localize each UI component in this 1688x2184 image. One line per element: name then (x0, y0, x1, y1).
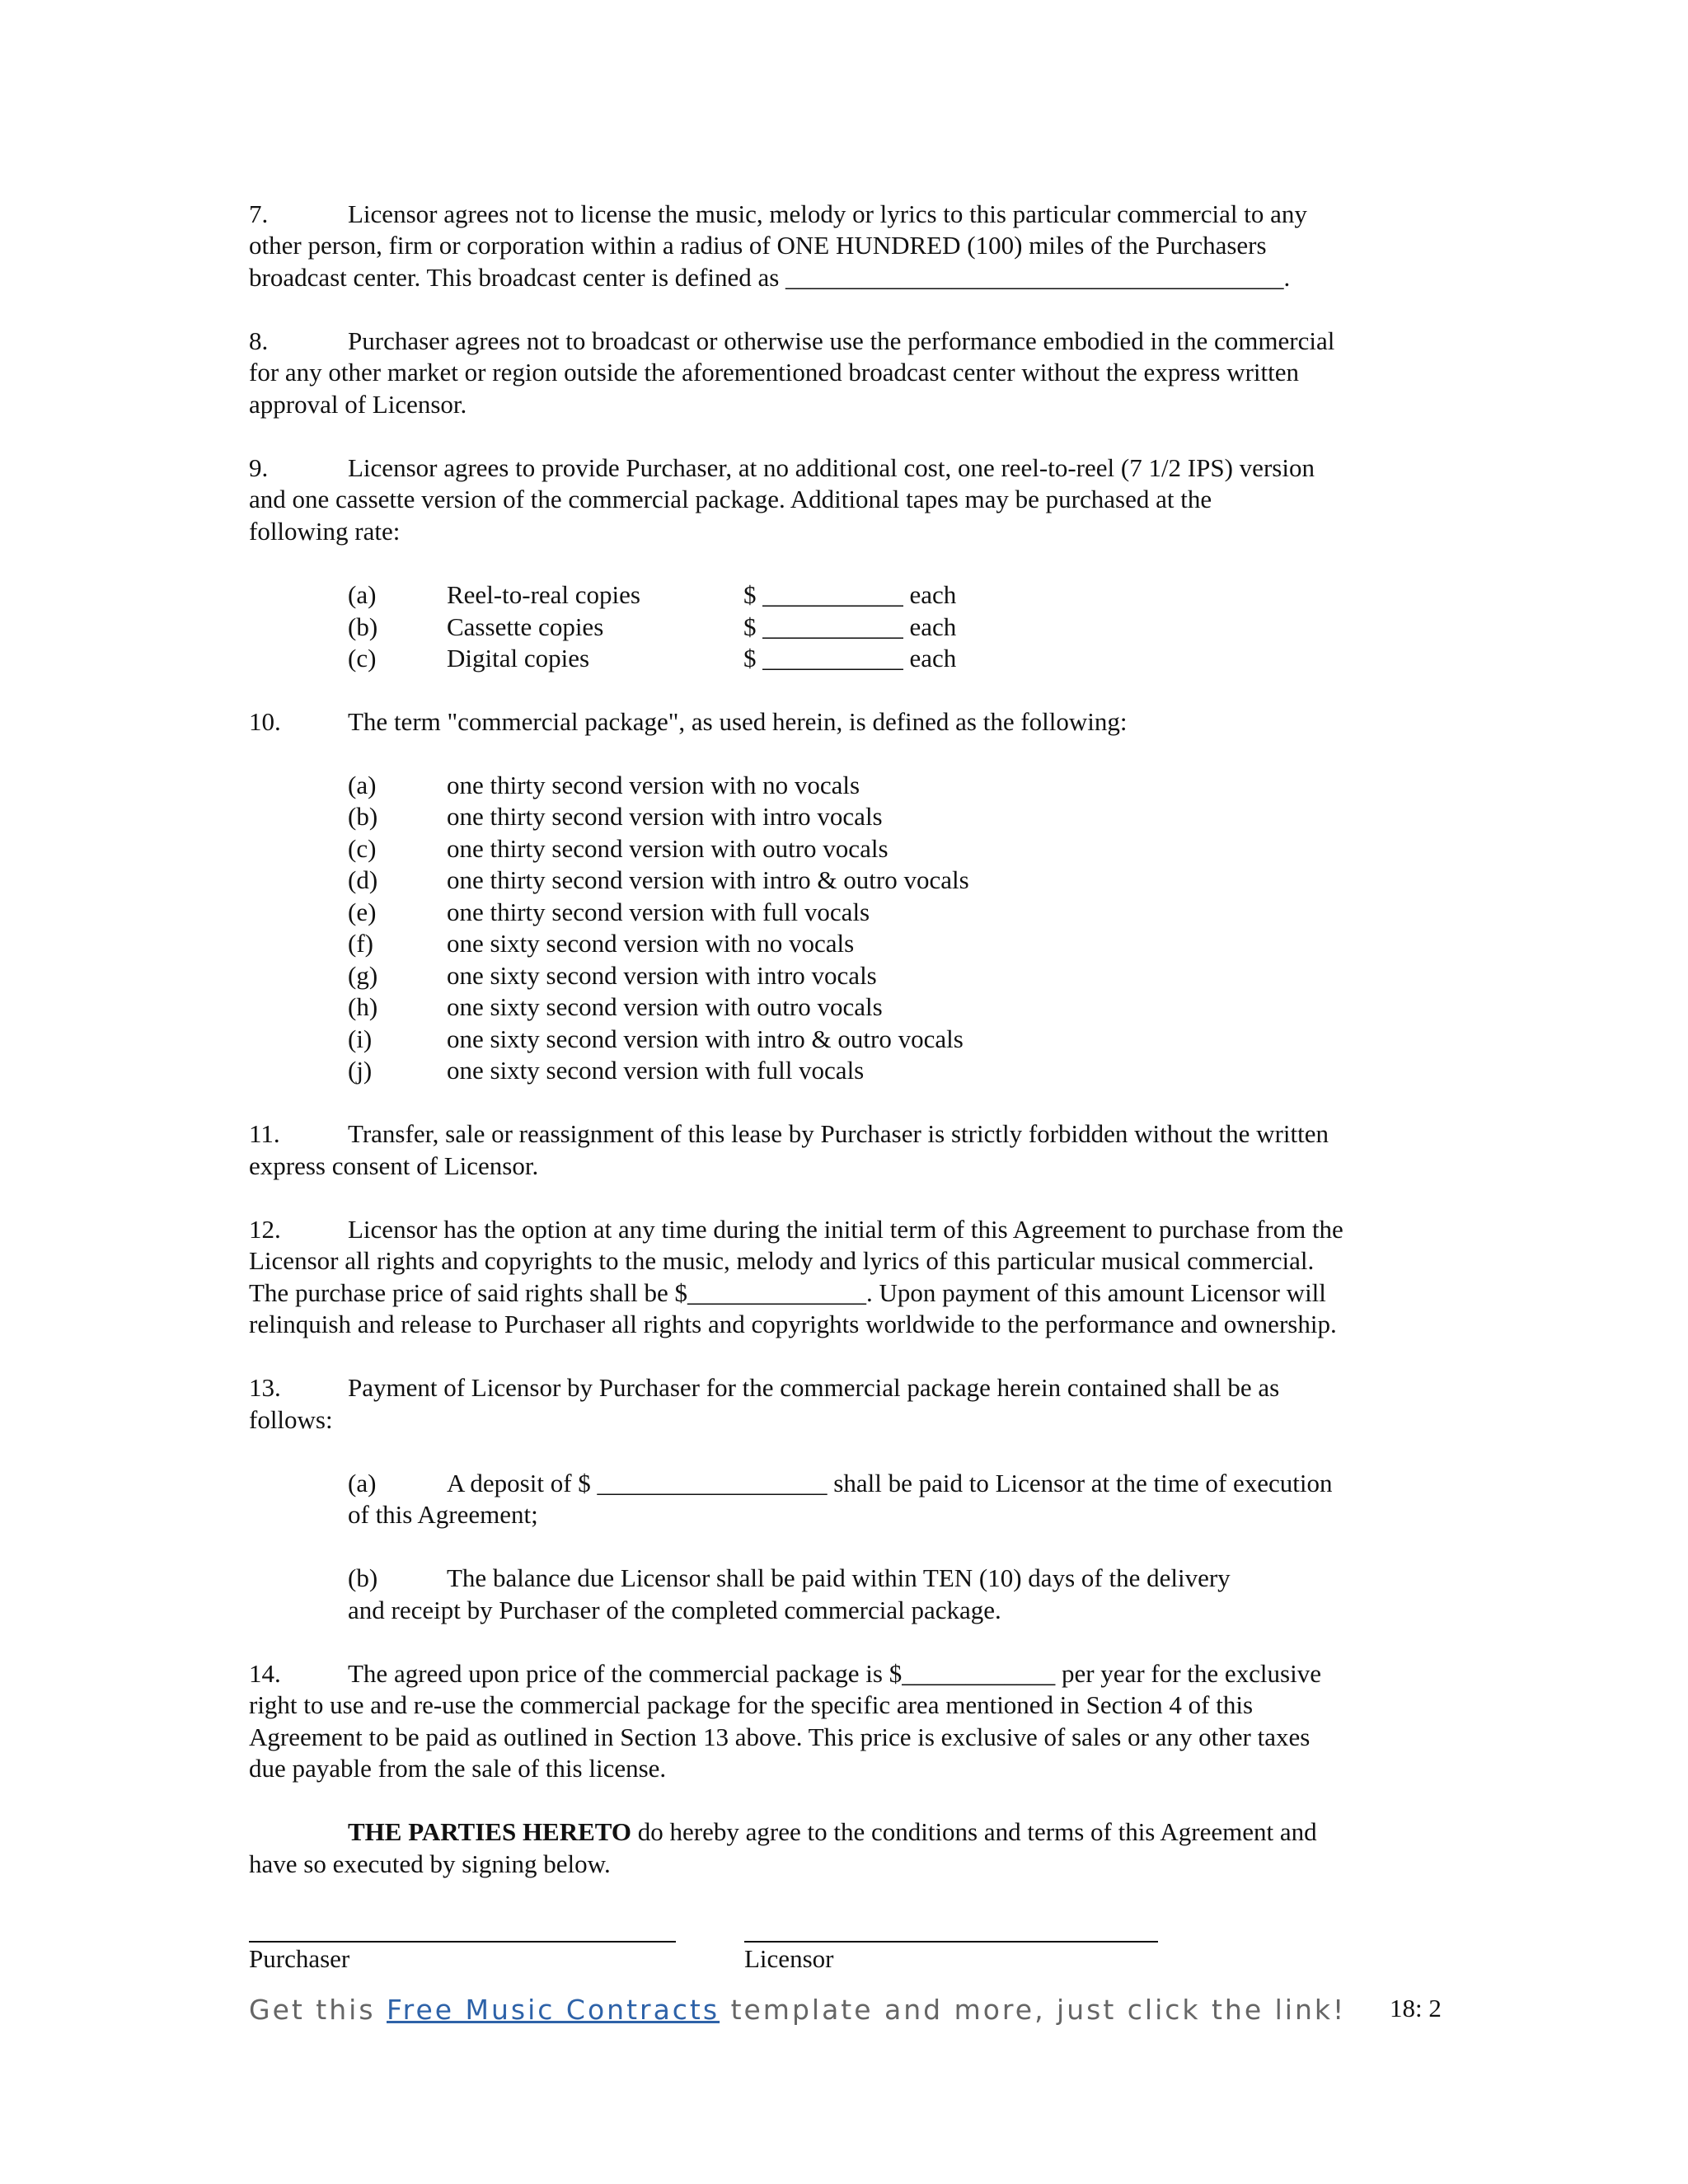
list-item-label: (d) (348, 865, 378, 894)
payment-item-text: The balance due Licensor shall be paid within TEN (10) days of the delivery (447, 1563, 1231, 1592)
list-item-text: one sixty second version with intro vocals (447, 961, 877, 990)
free-music-contracts-link[interactable]: Free Music Contracts (387, 1994, 720, 2026)
clause-7-number: 7. (249, 199, 269, 228)
clause-7-line-3: broadcast center. This broadcast center is defined as _______________________________________. (249, 263, 1291, 292)
clause-8-line-3: approval of Licensor. (249, 390, 467, 419)
clause-12-line-3: The purchase price of said rights shall be $______________. Upon payment of this amount Licensor will (249, 1278, 1326, 1307)
clause-14-line-3: Agreement to be paid as outlined in Section 13 above. This price is exclusive of sales or any other taxes (249, 1722, 1311, 1751)
closing-line-2: have so executed by signing below. (249, 1849, 611, 1878)
clause-8-line-2: for any other market or region outside the aforementioned broadcast center without the express written (249, 358, 1299, 387)
rate-item-label: (b) (348, 612, 378, 641)
payment-item-label: (b) (348, 1563, 378, 1592)
closing-bold-lead: THE PARTIES HERETO (348, 1817, 632, 1846)
clause-14-number: 14. (249, 1659, 281, 1688)
list-item-label: (e) (348, 898, 377, 926)
list-item-text: one thirty second version with intro & outro vocals (447, 865, 969, 894)
rate-item-name: Digital copies (447, 644, 590, 673)
list-item-label: (g) (348, 961, 378, 990)
rate-item-name: Reel-to-real copies (447, 580, 640, 609)
list-item-text: one sixty second version with outro vocals (447, 992, 883, 1021)
clause-9-number: 9. (249, 453, 269, 482)
list-item-text: one thirty second version with full vocals (447, 898, 870, 926)
clause-11-line-1: Transfer, sale or reassignment of this lease by Purchaser is strictly forbidden without the written (348, 1119, 1329, 1148)
list-item-text: one thirty second version with outro vocals (447, 834, 889, 863)
rate-item-price: $ ___________ each (743, 612, 957, 641)
closing-rest: do hereby agree to the conditions and terms of this Agreement and (631, 1817, 1317, 1846)
clause-13-line-1: Payment of Licensor by Purchaser for the commercial package herein contained shall be as (348, 1373, 1280, 1402)
clause-14-line-1: The agreed upon price of the commercial package is $____________ per year for the exclusive (348, 1659, 1321, 1688)
list-item-label: (c) (348, 834, 377, 863)
clause-12-line-1: Licensor has the option at any time during the initial term of this Agreement to purchase from the (348, 1215, 1343, 1244)
clause-11-line-2: express consent of Licensor. (249, 1151, 539, 1180)
clause-8-line-1: Purchaser agrees not to broadcast or otherwise use the performance embodied in the commercial (348, 326, 1335, 355)
closing-line-1 (348, 1816, 1317, 1848)
clause-10-number: 10. (249, 707, 281, 736)
list-item-label: (f) (348, 929, 373, 958)
clause-13-line-2: follows: (249, 1405, 333, 1434)
list-item-label: (b) (348, 802, 378, 831)
payment-item-continuation: and receipt by Purchaser of the completed commercial package. (348, 1596, 1001, 1624)
clause-13-number: 13. (249, 1373, 281, 1402)
list-item-label: (h) (348, 992, 378, 1021)
clause-7-line-2: other person, firm or corporation within a radius of ONE HUNDRED (100) miles of the Purchasers (249, 231, 1267, 260)
list-item-text: one thirty second version with no vocals (447, 771, 860, 799)
rate-item-label: (c) (348, 644, 377, 673)
list-item-text: one sixty second version with intro & outro vocals (447, 1024, 964, 1053)
purchaser-signature-line (249, 1941, 676, 1943)
footer-prefix: Get this (249, 1994, 387, 2026)
licensor-label: Licensor (744, 1944, 834, 1973)
page-number: 18: 2 (1390, 1994, 1442, 2022)
clause-8-number: 8. (249, 326, 269, 355)
footer-suffix: template and more, just click the link! (720, 1994, 1347, 2026)
clause-14-line-2: right to use and re-use the commercial package for the specific area mentioned in Section 4 of this (249, 1690, 1254, 1719)
list-item-label: (a) (348, 771, 377, 799)
clause-14-line-4: due payable from the sale of this license. (249, 1754, 667, 1783)
list-item-text: one sixty second version with no vocals (447, 929, 855, 958)
clause-9-line-2: and one cassette version of the commercial package. Additional tapes may be purchased at the (249, 485, 1212, 513)
list-item-text: one thirty second version with intro vocals (447, 802, 883, 831)
clause-12-line-4: relinquish and release to Purchaser all rights and copyrights worldwide to the performance and ownership. (249, 1310, 1337, 1338)
licensor-signature-line (744, 1941, 1158, 1943)
payment-item-text: A deposit of $ __________________ shall be paid to Licensor at the time of execution (447, 1469, 1333, 1497)
rate-item-name: Cassette copies (447, 612, 604, 641)
list-item-label: (i) (348, 1024, 373, 1053)
clause-7-line-1: Licensor agrees not to license the music, melody or lyrics to this particular commercial to any (348, 199, 1307, 228)
clause-11-number: 11. (249, 1119, 280, 1148)
rate-item-label: (a) (348, 580, 377, 609)
clause-9-line-3: following rate: (249, 517, 401, 546)
rate-item-price: $ ___________ each (743, 644, 957, 673)
list-item-label: (j) (348, 1056, 373, 1085)
clause-12-line-2: Licensor all rights and copyrights to the music, melody and lyrics of this particular musical commercial. (249, 1246, 1315, 1275)
payment-item-label: (a) (348, 1469, 377, 1497)
clause-12-number: 12. (249, 1215, 281, 1244)
clause-9-line-1: Licensor agrees to provide Purchaser, at no additional cost, one reel-to-reel (7 1/2 IPS) version (348, 453, 1315, 482)
payment-item-continuation: of this Agreement; (348, 1500, 538, 1529)
rate-item-price: $ ___________ each (743, 580, 957, 609)
clause-10-line-1: The term "commercial package", as used herein, is defined as the following: (348, 707, 1128, 736)
list-item-text: one sixty second version with full vocals (447, 1056, 865, 1085)
footer-promo (249, 1994, 1346, 2027)
purchaser-label: Purchaser (249, 1944, 350, 1973)
